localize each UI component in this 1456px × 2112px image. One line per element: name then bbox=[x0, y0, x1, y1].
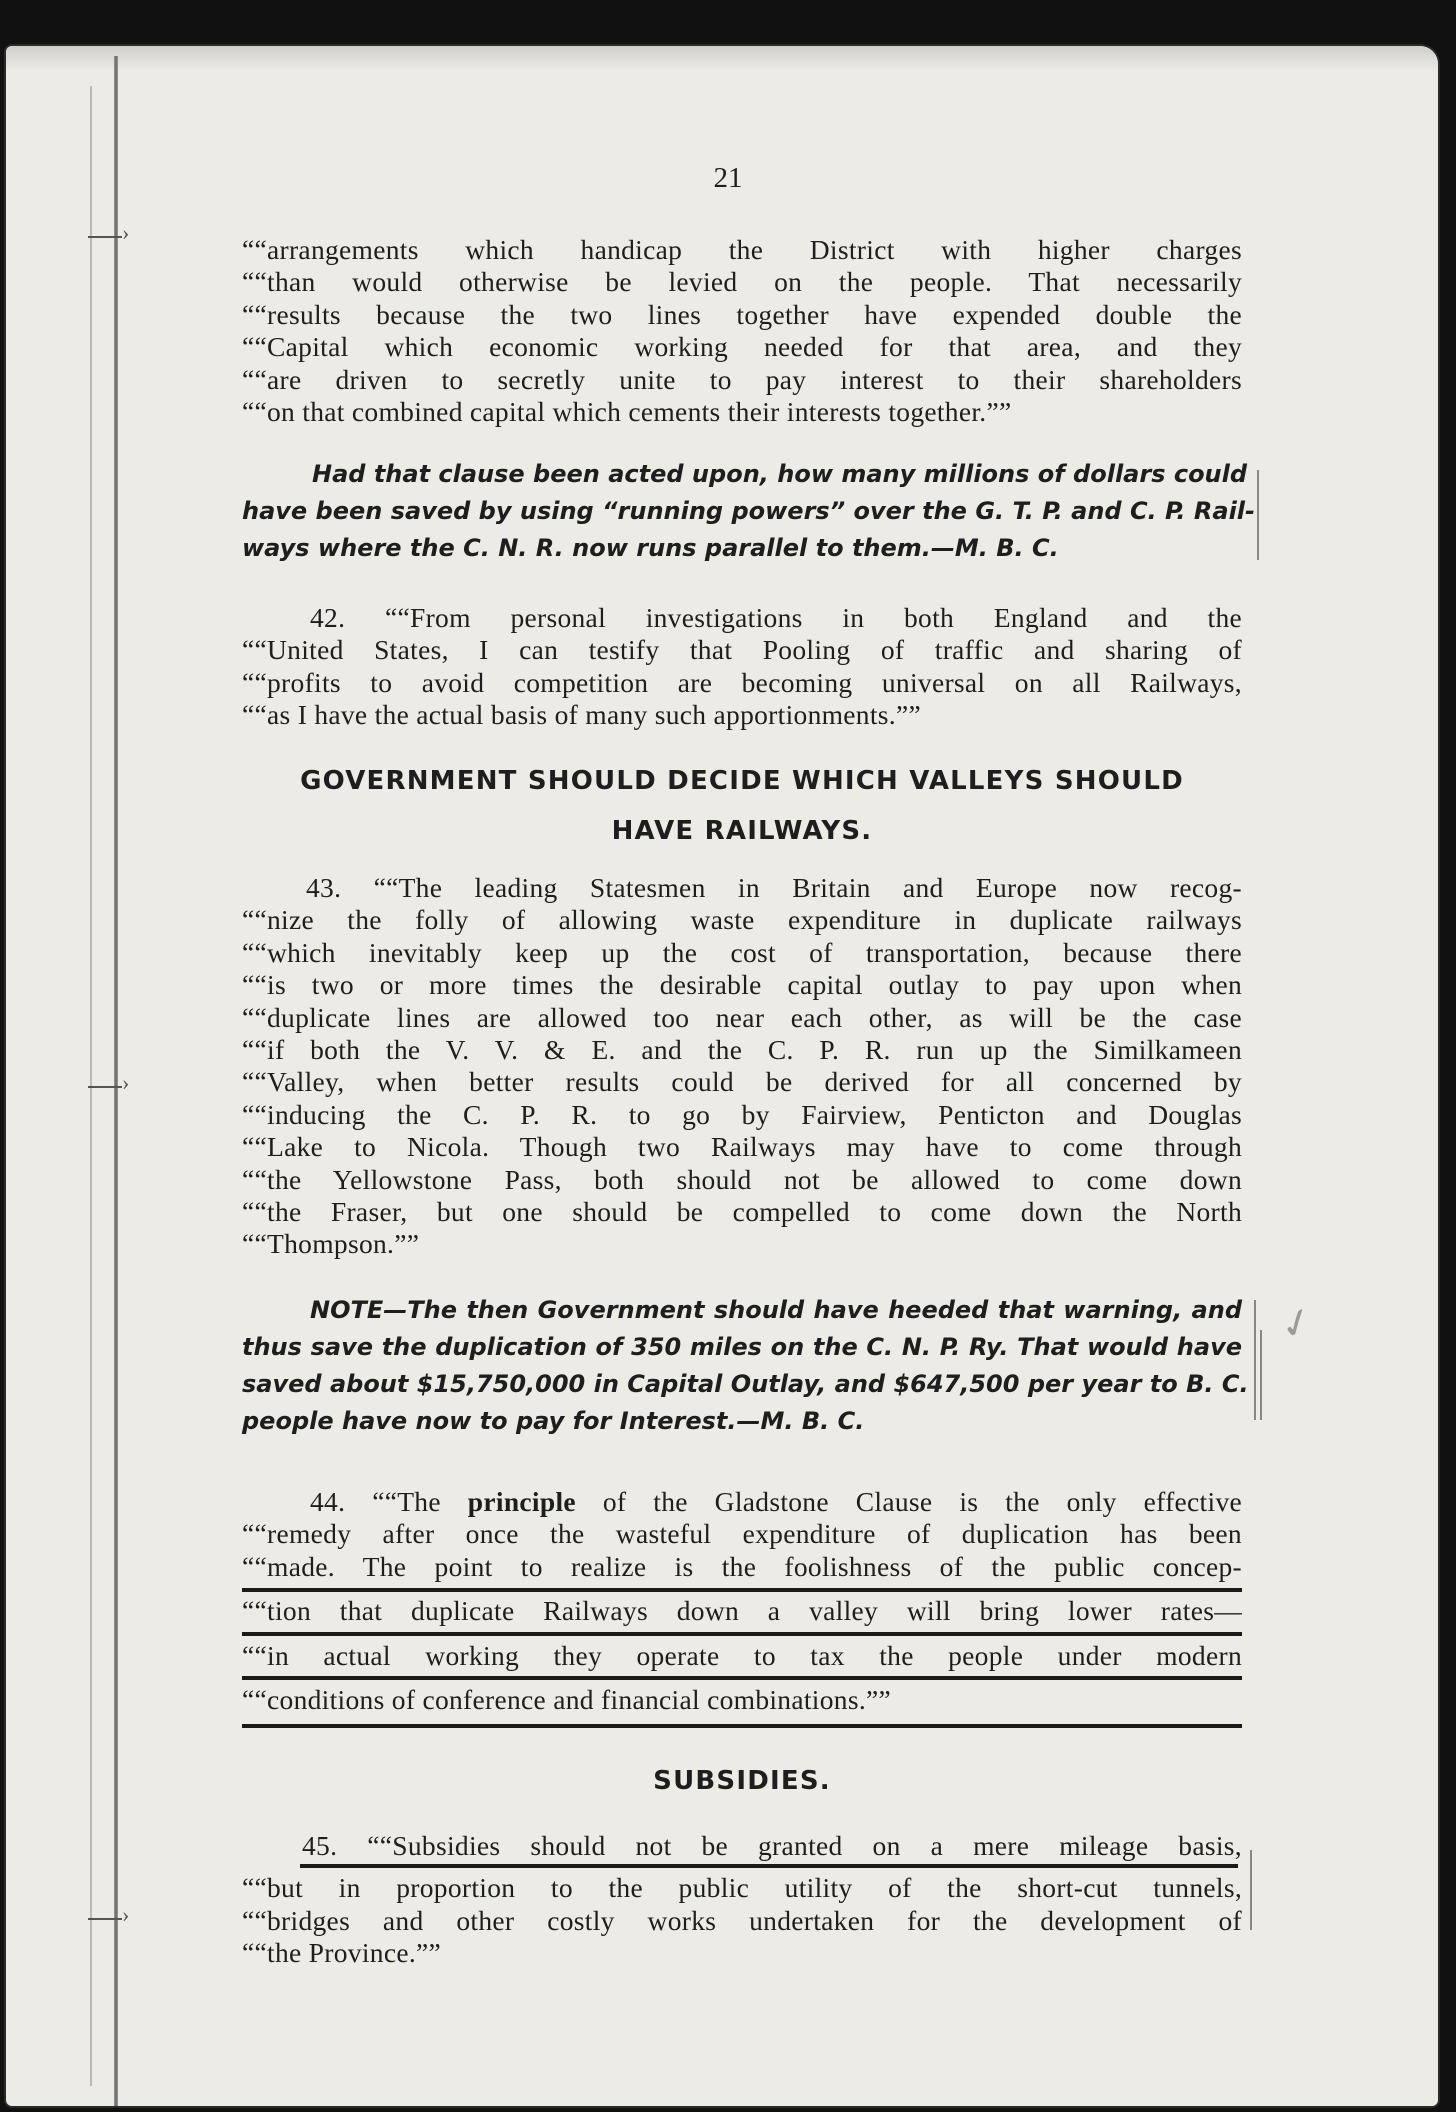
note-text bbox=[242, 1292, 1249, 1440]
text-line: ““in actual working they operate to tax the people under modern bbox=[242, 1639, 1242, 1671]
text-line: 42. ““From personal investigations in both England and the bbox=[310, 602, 1242, 633]
text-line: 45. ““Subsidies should not be granted on a mere mileage basis, bbox=[302, 1830, 1242, 1861]
text-line: people have now to pay for Interest.—M. B. C. bbox=[242, 1407, 865, 1435]
section-heading-valleys bbox=[242, 766, 1242, 846]
paragraph-text bbox=[242, 234, 1242, 428]
text-line: ““Lake to Nicola. Though two Railways may have to come through bbox=[242, 1131, 1242, 1163]
text-line: ““is two or more times the desirable capital outlay to pay upon when bbox=[242, 969, 1242, 1001]
page-number: 21 bbox=[713, 162, 743, 194]
text-line: ““the Fraser, but one should be compelled to come down the North bbox=[242, 1196, 1242, 1228]
stitch-knot-icon: › bbox=[122, 220, 130, 245]
paragraph-text bbox=[242, 872, 1242, 1261]
text-line: ““inducing the C. P. R. to go by Fairview, Penticton and Douglas bbox=[242, 1098, 1242, 1130]
text-line: 43. ““The leading Statesmen in Britain and Europe now recog- bbox=[306, 872, 1242, 903]
ink-underline bbox=[242, 1588, 1242, 1592]
margin-pencil-mark bbox=[1260, 1330, 1262, 1420]
ink-underline bbox=[242, 1724, 1242, 1728]
binding-stitch bbox=[88, 1918, 122, 1920]
margin-pencil-mark bbox=[1250, 1850, 1252, 1930]
text-line: ““but in proportion to the public utility of the short-cut tunnels, bbox=[242, 1872, 1242, 1904]
text-segment-bold: principle bbox=[467, 1486, 576, 1517]
editor-note-2 bbox=[242, 1292, 1249, 1440]
paragraph-text bbox=[242, 1486, 1242, 1716]
text-line: ““are driven to secretly unite to pay interest to their shareholders bbox=[242, 363, 1242, 395]
text-line: ““the Province.”” bbox=[242, 1937, 442, 1969]
text-line bbox=[242, 1486, 1242, 1518]
text-line: Had that clause been acted upon, how many millions of dollars could bbox=[312, 460, 1248, 488]
section-heading-subsidies: SUBSIDIES. bbox=[653, 1766, 831, 1796]
text-line: ““remedy after once the wasteful expenditure of duplication has been bbox=[242, 1518, 1242, 1550]
check-mark-icon: ✓ bbox=[1273, 1296, 1321, 1351]
paragraph-text bbox=[242, 602, 1242, 732]
text-line: ““results because the two lines together have expended double the bbox=[242, 298, 1242, 330]
text-line: ““as I have the actual basis of many such apportionments.”” bbox=[242, 699, 921, 731]
stitch-knot-icon: › bbox=[122, 1902, 130, 1927]
paragraph-43 bbox=[242, 872, 1242, 1261]
binding-stitch bbox=[88, 236, 122, 238]
text-line: ““arrangements which handicap the District with higher charges bbox=[242, 234, 1242, 265]
text-segment: of the Gladstone Clause is the only effective bbox=[575, 1486, 1242, 1517]
editor-note-1 bbox=[242, 456, 1255, 567]
note-text bbox=[242, 456, 1255, 567]
margin-pencil-mark bbox=[1254, 1300, 1256, 1420]
margin-pencil-mark bbox=[1257, 470, 1259, 560]
ink-underline bbox=[242, 1676, 1242, 1680]
heading-line: GOVERNMENT SHOULD DECIDE WHICH VALLEYS SHOULD bbox=[300, 766, 1184, 796]
text-line: saved about $15,750,000 in Capital Outlay, and $647,500 per year to B. C. bbox=[242, 1370, 1249, 1398]
text-line: ““conditions of conference and financial combinations.”” bbox=[242, 1684, 892, 1716]
text-line: ““Valley, when better results could be derived for all concerned by bbox=[242, 1066, 1242, 1098]
text-line: ““duplicate lines are allowed too near each other, as will be the case bbox=[242, 1001, 1242, 1033]
text-line: have been saved by using “running powers” over the G. T. P. and C. P. Rail- bbox=[242, 497, 1255, 525]
text-segment: 44. ““The bbox=[310, 1486, 468, 1517]
text-line: ““made. The point to realize is the foolishness of the public concep- bbox=[242, 1550, 1242, 1582]
text-line: ““bridges and other costly works undertaken for the development of bbox=[242, 1904, 1242, 1936]
text-line: ““the Yellowstone Pass, both should not be allowed to come down bbox=[242, 1163, 1242, 1195]
page-top-shadow bbox=[6, 46, 1438, 72]
paragraph-text bbox=[242, 1830, 1242, 1970]
text-line: ways where the C. N. R. now runs parallel to them.—M. B. C. bbox=[242, 534, 1059, 562]
text-line: ““Thompson.”” bbox=[242, 1228, 420, 1260]
text-line: ““profits to avoid competition are becoming universal on all Railways, bbox=[242, 666, 1242, 698]
text-line: ““United States, I can testify that Pooling of traffic and sharing of bbox=[242, 634, 1242, 666]
text-line: ““if both the V. V. & E. and the C. P. R. run up the Similkameen bbox=[242, 1034, 1242, 1066]
ink-underline bbox=[300, 1864, 1238, 1868]
text-line: thus save the duplication of 350 miles on the C. N. P. Ry. That would have bbox=[242, 1333, 1242, 1361]
text-line: ““nize the folly of allowing waste expenditure in duplicate railways bbox=[242, 904, 1242, 936]
binding-stitch bbox=[88, 1086, 122, 1088]
paragraph-44 bbox=[242, 1486, 1242, 1716]
text-line: ““Capital which economic working needed for that area, and they bbox=[242, 331, 1242, 363]
paragraph-45 bbox=[242, 1830, 1242, 1970]
ink-underline bbox=[242, 1632, 1242, 1636]
text-line: ““tion that duplicate Railways down a valley will bring lower rates— bbox=[242, 1595, 1242, 1627]
binding-edge bbox=[114, 56, 118, 2106]
text-line: ““which inevitably keep up the cost of transportation, because there bbox=[242, 936, 1242, 968]
text-line: NOTE—The then Government should have heeded that warning, and bbox=[310, 1296, 1242, 1324]
paragraph-continuation bbox=[242, 234, 1242, 428]
paragraph-42 bbox=[242, 602, 1242, 732]
stitch-knot-icon: › bbox=[122, 1070, 130, 1095]
text-line: ““than would otherwise be levied on the people. That necessarily bbox=[242, 266, 1242, 298]
text-line: ““on that combined capital which cements their interests together.”” bbox=[242, 396, 1012, 428]
heading-line: HAVE RAILWAYS. bbox=[611, 816, 873, 846]
